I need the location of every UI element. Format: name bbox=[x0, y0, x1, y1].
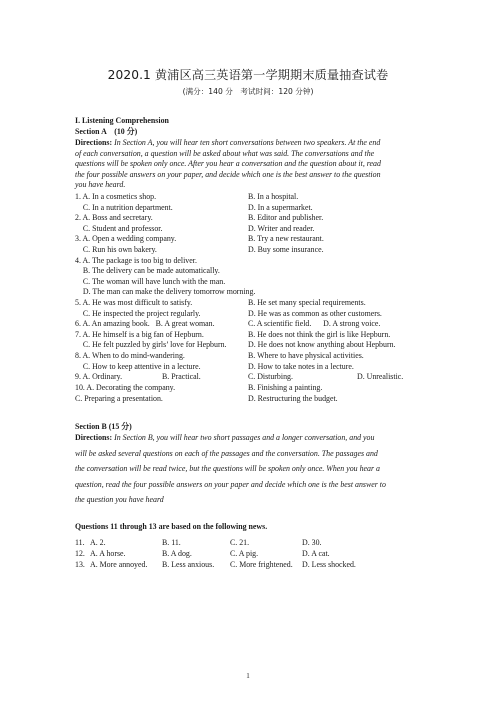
exam-title: 2020.1 黄浦区高三英语第一学期期末质量抽查试卷 bbox=[107, 68, 389, 82]
section-b-heading: Section B (15 分) bbox=[75, 422, 132, 431]
option-right: B. He does not think the girl is like Hepburn. bbox=[248, 329, 391, 339]
part-heading: I. Listening Comprehension bbox=[75, 116, 169, 125]
option-right: B. Editor and publisher. bbox=[248, 213, 324, 223]
option-left: B. The delivery can be made automatically. bbox=[75, 266, 220, 276]
option-right: D. Writer and reader. bbox=[248, 223, 315, 233]
option-right: D. He does not know anything about Hepburn. bbox=[248, 340, 396, 350]
exam-subtitle: (满分：140 分 考试时间：120 分钟) bbox=[182, 87, 314, 96]
question-number: 12. bbox=[75, 549, 85, 558]
option-left: 6. A. An amazing book. B. A great woman. bbox=[75, 319, 215, 329]
section-b-directions-line: the question you have heard bbox=[75, 495, 164, 504]
section-b-directions-line: the conversation will be read twice, but the questions will be spoken only once. When you hear a bbox=[75, 464, 380, 473]
option-9a: 9. A. Ordinary. bbox=[75, 372, 123, 381]
directions-label: Directions: bbox=[75, 138, 113, 147]
option-a: A. More annoyed. bbox=[90, 560, 148, 569]
section-b-directions-line: will be asked several questions on each of the passages and the conversation. The passages and bbox=[75, 448, 378, 458]
option-c: C. More frightened. bbox=[230, 560, 293, 569]
option-left: C. How to keep attentive in a lecture. bbox=[75, 361, 201, 371]
option-a: A. A horse. bbox=[90, 549, 126, 558]
option-c: C. 21. bbox=[230, 538, 250, 547]
option-9c: C. Disturbing. bbox=[248, 372, 293, 381]
option-left: 8. A. When to do mind-wandering. bbox=[75, 351, 185, 360]
option-b: B. Less anxious. bbox=[162, 560, 215, 569]
questions-heading: Questions 11 through 13 are based on the following news. bbox=[75, 522, 268, 531]
option-left: 2. A. Boss and secretary. bbox=[75, 213, 153, 223]
option-right: B. In a hospital. bbox=[248, 192, 299, 201]
option-9b: B. Practical. bbox=[162, 372, 201, 381]
section-b-directions-line: Directions: In Section B, you will hear two short passages and a longer conversation, and you bbox=[75, 433, 375, 442]
option-a: A. 2. bbox=[90, 538, 106, 547]
option-left: C. Student and professor. bbox=[75, 223, 163, 233]
option-left: C. Run his own bakery. bbox=[75, 245, 157, 254]
option-right: D. Buy some insurance. bbox=[248, 245, 324, 254]
option-right: D. He was as common as other customers. bbox=[248, 308, 382, 318]
section-a-directions-line: the four possible answers on your paper, and decide which one is the best answer to the question bbox=[75, 169, 381, 179]
section-a-directions-line: you have heard. bbox=[75, 180, 126, 189]
section-a-directions-line: of each conversation, a question will be asked about what was said. The conversations and the bbox=[75, 148, 375, 158]
option-right: D. How to take notes in a lecture. bbox=[248, 361, 354, 371]
option-10a: 10. A. Decorating the company. bbox=[75, 383, 176, 392]
option-d: D. A cat. bbox=[302, 549, 330, 558]
option-b: B. 11. bbox=[162, 538, 181, 547]
option-right: B. Try a new restaurant. bbox=[248, 234, 324, 244]
option-left: 1. A. In a cosmetics shop. bbox=[75, 192, 157, 201]
page-number: 1 bbox=[246, 672, 250, 680]
option-b: B. A dog. bbox=[162, 549, 192, 558]
option-d: D. 30. bbox=[302, 538, 322, 547]
option-10c: C. Preparing a presentation. bbox=[75, 394, 163, 403]
option-left: C. In a nutrition department. bbox=[75, 202, 173, 212]
option-right: B. He set many special requirements. bbox=[248, 298, 366, 307]
option-10d: D. Restructuring the budget. bbox=[248, 394, 338, 403]
section-a-directions-line: questions will be spoken only once. After you hear a conversation and the question about it, read bbox=[75, 159, 381, 168]
option-left: 5. A. He was most difficult to satisfy. bbox=[75, 298, 193, 307]
option-left: C. He felt puzzled by girls’ love for Hepburn. bbox=[75, 340, 227, 350]
option-9d: D. Unrealistic. bbox=[357, 372, 404, 381]
section-b-directions-line: question, read the four possible answers on your paper and decide which one is the best answer to bbox=[75, 479, 386, 489]
option-left: D. The man can make the delivery tomorrow morning. bbox=[75, 287, 256, 297]
option-c: C. A pig. bbox=[230, 549, 259, 558]
option-d: D. Less shocked. bbox=[302, 560, 356, 569]
option-right: C. A scientific field. D. A strong voice. bbox=[248, 319, 381, 329]
directions-label: Directions: bbox=[75, 433, 113, 442]
question-number: 11. bbox=[75, 538, 85, 547]
option-right: B. Where to have physical activities. bbox=[248, 351, 364, 360]
option-10b: B. Finishing a painting. bbox=[248, 383, 323, 392]
option-right: D. In a supermarket. bbox=[248, 202, 313, 212]
option-left: 7. A. He himself is a big fan of Hepburn. bbox=[75, 329, 204, 339]
option-left: C. He inspected the project regularly. bbox=[75, 308, 201, 318]
option-left: 3. A. Open a wedding company. bbox=[75, 234, 177, 244]
option-left: 4. A. The package is too big to deliver. bbox=[75, 255, 197, 265]
question-number: 13. bbox=[75, 560, 85, 569]
section-a-directions-line: Directions: In Section A, you will hear ten short conversations between two speakers. At the end bbox=[75, 138, 381, 147]
option-left: C. The woman will have lunch with the man. bbox=[75, 276, 226, 286]
section-a-heading: Section A (10 分) bbox=[75, 127, 138, 136]
